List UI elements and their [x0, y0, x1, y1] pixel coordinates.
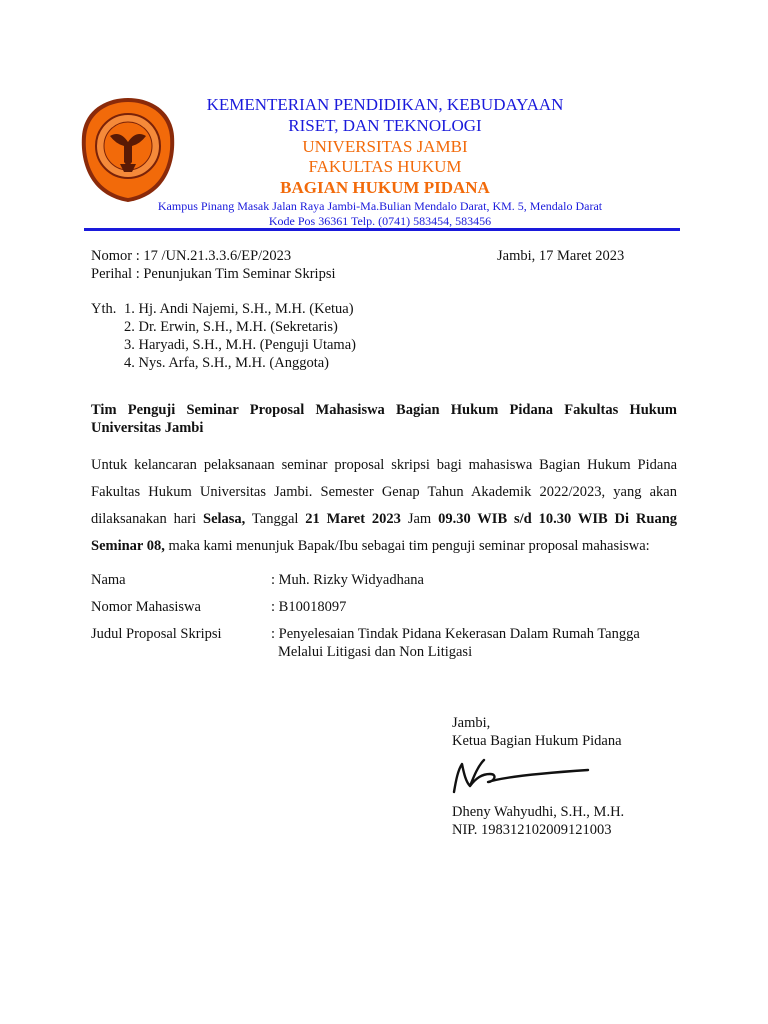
- body-date: 21 Maret 2023: [305, 511, 401, 527]
- header-ministry-line1: KEMENTERIAN PENDIDIKAN, KEBUDAYAAN: [206, 95, 564, 114]
- letter-title: Tim Penguji Seminar Proposal Mahasiswa Bagian Hukum Pidana Fakultas Hukum Universitas Jambi: [91, 402, 677, 436]
- letter-number: Nomor : 17 /UN.21.3.3.6/EP/2023: [91, 248, 292, 264]
- signatory-name: Dheny Wahyudhi, S.H., M.H.: [452, 804, 625, 820]
- field-label-thesis-title: Judul Proposal Skripsi: [91, 626, 222, 642]
- signature-icon: [448, 752, 598, 798]
- header-department: BAGIAN HUKUM PIDANA: [280, 178, 490, 197]
- letter-subject: Perihal : Penunjukan Tim Seminar Skripsi: [91, 266, 336, 282]
- body-text: maka kami menunjuk Bapak/Ibu sebagai tim penguji seminar proposal mahasiswa:: [164, 538, 650, 554]
- header-university: UNIVERSITAS JAMBI: [302, 137, 468, 156]
- recipient-item: 2. Dr. Erwin, S.H., M.H. (Sekretaris): [124, 319, 338, 335]
- field-label-student-number: Nomor Mahasiswa: [91, 599, 201, 615]
- recipient-item: 4. Nys. Arfa, S.H., M.H. (Anggota): [124, 355, 329, 371]
- body-time-room: 09.30 WIB s/d 10.30 WIB Di Ruang Seminar 08,: [91, 511, 678, 554]
- recipient-salutation: Yth.: [91, 301, 117, 317]
- body-text: Tanggal: [245, 511, 306, 527]
- letter-date: Jambi, 17 Maret 2023: [497, 248, 625, 264]
- header-address-line1: Kampus Pinang Masak Jalan Raya Jambi-Ma.Bulian Mendalo Darat, KM. 5, Mendalo Darat: [157, 199, 603, 213]
- body-day: Selasa,: [203, 511, 246, 527]
- signatory-nip: NIP. 198312102009121003: [452, 822, 612, 838]
- letter-body: [91, 452, 677, 560]
- signature-position: Ketua Bagian Hukum Pidana: [452, 733, 622, 749]
- header-divider: [84, 228, 680, 231]
- field-value-thesis-title: : Penyelesaian Tindak Pidana Kekerasan Dalam Rumah Tangga: [271, 626, 640, 642]
- field-value-thesis-title-cont: Melalui Litigasi dan Non Litigasi: [278, 644, 473, 660]
- recipient-item: 1. Hj. Andi Najemi, S.H., M.H. (Ketua): [124, 301, 354, 317]
- body-text: Jam: [400, 511, 439, 527]
- field-label-name: Nama: [91, 572, 126, 588]
- body-text: Untuk kelancaran pelaksanaan seminar proposal skripsi bagi mahasiswa Bagian Hukum Pidana Fakultas Hukum Universitas Jambi. Semester Genap Tahun Akademik 2022/2023, yang akan dilaksanakan hari: [91, 457, 677, 527]
- recipient-item: 3. Haryadi, S.H., M.H. (Penguji Utama): [124, 337, 356, 353]
- field-value-student-number: : B10018097: [271, 599, 347, 615]
- header-faculty: FAKULTAS HUKUM: [308, 157, 462, 176]
- header-address-line2: Kode Pos 36361 Telp. (0741) 583454, 583456: [268, 214, 492, 228]
- header-ministry-line2: RISET, DAN TEKNOLOGI: [288, 116, 482, 135]
- field-value-name: : Muh. Rizky Widyadhana: [271, 572, 424, 588]
- signature-place: Jambi,: [452, 715, 491, 731]
